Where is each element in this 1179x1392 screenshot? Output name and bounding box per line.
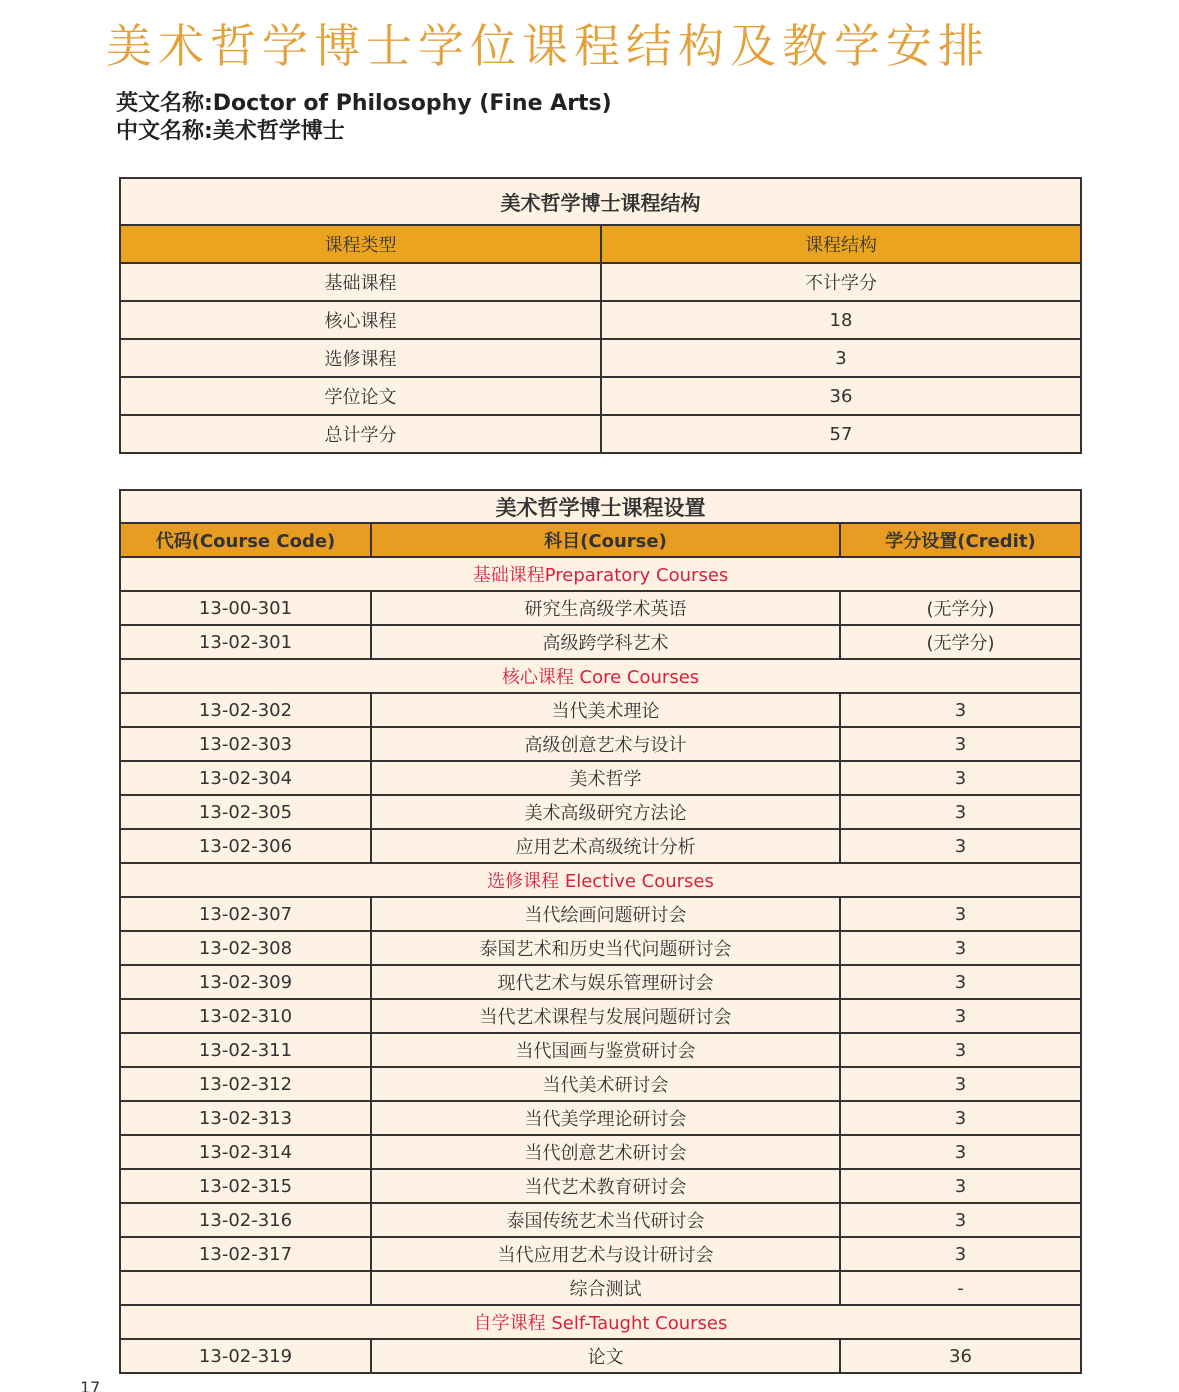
table-cell: 13-02-301 <box>120 625 371 659</box>
section-title: 选修课程 Elective Courses <box>120 863 1081 897</box>
table-cell: 3 <box>840 795 1081 829</box>
table-cell <box>120 1271 371 1305</box>
table-cell: 3 <box>840 829 1081 863</box>
table-cell: 13-02-311 <box>120 1033 371 1067</box>
table-row <box>120 727 1081 761</box>
table-cell: 3 <box>840 1067 1081 1101</box>
table-row <box>120 897 1081 931</box>
table-row <box>120 263 1081 301</box>
table-cell: 当代创意艺术研讨会 <box>371 1135 840 1169</box>
table-cell: 36 <box>840 1339 1081 1373</box>
table-cell: 13-00-301 <box>120 591 371 625</box>
section-title: 自学课程 Self-Taught Courses <box>120 1305 1081 1339</box>
table-caption: 美术哲学博士课程设置 <box>120 490 1081 523</box>
column-header: 代码(Course Code) <box>120 523 371 557</box>
table-row <box>120 761 1081 795</box>
table-cell: 13-02-316 <box>120 1203 371 1237</box>
chinese-name: 中文名称:美术哲学博士 <box>116 119 345 144</box>
table-cell: 应用艺术高级统计分析 <box>371 829 840 863</box>
page-number: 17 <box>80 1378 101 1392</box>
column-header: 课程结构 <box>601 225 1081 263</box>
table-cell: 3 <box>840 931 1081 965</box>
column-header: 科目(Course) <box>371 523 840 557</box>
table-cell: 现代艺术与娱乐管理研讨会 <box>371 965 840 999</box>
table-cell: 57 <box>601 415 1081 453</box>
table-cell: 当代绘画问题研讨会 <box>371 897 840 931</box>
section-row <box>120 659 1081 693</box>
section-title: 核心课程 Core Courses <box>120 659 1081 693</box>
caption-row <box>120 490 1081 523</box>
section-title: 基础课程Preparatory Courses <box>120 557 1081 591</box>
caption-row <box>120 178 1081 225</box>
table-cell: 13-02-315 <box>120 1169 371 1203</box>
table-cell: 36 <box>601 377 1081 415</box>
column-header: 学分设置(Credit) <box>840 523 1081 557</box>
table-cell: 综合测试 <box>371 1271 840 1305</box>
table-cell: 13-02-304 <box>120 761 371 795</box>
table-row <box>120 693 1081 727</box>
table-row <box>120 1135 1081 1169</box>
table-row <box>120 1339 1081 1373</box>
table-cell: (无学分) <box>840 625 1081 659</box>
column-header: 课程类型 <box>120 225 601 263</box>
structure-table <box>119 177 1082 454</box>
table-cell: 13-02-303 <box>120 727 371 761</box>
table-cell: 当代美术理论 <box>371 693 840 727</box>
table-cell: 当代美学理论研讨会 <box>371 1101 840 1135</box>
table-cell: 高级创意艺术与设计 <box>371 727 840 761</box>
table-cell: 当代应用艺术与设计研讨会 <box>371 1237 840 1271</box>
table-cell: 基础课程 <box>120 263 601 301</box>
table-cell: 3 <box>840 965 1081 999</box>
courses-table <box>119 489 1082 1374</box>
table-row <box>120 931 1081 965</box>
table-row <box>120 1067 1081 1101</box>
table-cell: 13-02-302 <box>120 693 371 727</box>
table-cell: 当代美术研讨会 <box>371 1067 840 1101</box>
table-cell: 3 <box>840 1203 1081 1237</box>
table-row <box>120 377 1081 415</box>
table-cell: 3 <box>840 1101 1081 1135</box>
section-row <box>120 1305 1081 1339</box>
table-cell: 美术哲学 <box>371 761 840 795</box>
table-cell: 研究生高级学术英语 <box>371 591 840 625</box>
table-cell: 13-02-305 <box>120 795 371 829</box>
table-cell: (无学分) <box>840 591 1081 625</box>
table-cell: 当代国画与鉴赏研讨会 <box>371 1033 840 1067</box>
header-row <box>120 225 1081 263</box>
table-cell: 3 <box>840 693 1081 727</box>
table-cell: 美术高级研究方法论 <box>371 795 840 829</box>
table-cell: 13-02-314 <box>120 1135 371 1169</box>
table-cell: 不计学分 <box>601 263 1081 301</box>
table-cell: 13-02-317 <box>120 1237 371 1271</box>
table-row <box>120 829 1081 863</box>
table-cell: 3 <box>840 761 1081 795</box>
table-cell: 3 <box>840 727 1081 761</box>
table-cell: 18 <box>601 301 1081 339</box>
table-row <box>120 339 1081 377</box>
table-row <box>120 1169 1081 1203</box>
table-cell: 选修课程 <box>120 339 601 377</box>
table-cell: 泰国传统艺术当代研讨会 <box>371 1203 840 1237</box>
english-name: 英文名称:Doctor of Philosophy (Fine Arts) <box>116 91 612 116</box>
table-cell: 论文 <box>371 1339 840 1373</box>
table-cell: 3 <box>840 1169 1081 1203</box>
table-caption: 美术哲学博士课程结构 <box>120 178 1081 225</box>
table-cell: 高级跨学科艺术 <box>371 625 840 659</box>
table-row <box>120 965 1081 999</box>
table-row <box>120 591 1081 625</box>
table-row <box>120 795 1081 829</box>
header-row <box>120 523 1081 557</box>
table-cell: 泰国艺术和历史当代问题研讨会 <box>371 931 840 965</box>
section-row <box>120 557 1081 591</box>
table-row <box>120 1101 1081 1135</box>
table-cell: 3 <box>601 339 1081 377</box>
section-row <box>120 863 1081 897</box>
table-cell: 3 <box>840 897 1081 931</box>
table-row <box>120 999 1081 1033</box>
page-title: 美术哲学博士学位课程结构及教学安排 <box>106 19 990 73</box>
table-cell: 13-02-307 <box>120 897 371 931</box>
table-cell: 3 <box>840 1135 1081 1169</box>
table-row <box>120 1237 1081 1271</box>
table-cell: 核心课程 <box>120 301 601 339</box>
table-row <box>120 1271 1081 1305</box>
table-cell: 13-02-306 <box>120 829 371 863</box>
table-cell: 3 <box>840 1237 1081 1271</box>
table-cell: 3 <box>840 999 1081 1033</box>
table-cell: 13-02-313 <box>120 1101 371 1135</box>
table-cell: 当代艺术课程与发展问题研讨会 <box>371 999 840 1033</box>
table-cell: 学位论文 <box>120 377 601 415</box>
table-cell: 13-02-310 <box>120 999 371 1033</box>
table-row <box>120 625 1081 659</box>
table-cell: 13-02-319 <box>120 1339 371 1373</box>
table-cell: 3 <box>840 1033 1081 1067</box>
table-row <box>120 301 1081 339</box>
table-cell: - <box>840 1271 1081 1305</box>
table-cell: 总计学分 <box>120 415 601 453</box>
table-row <box>120 415 1081 453</box>
table-cell: 当代艺术教育研讨会 <box>371 1169 840 1203</box>
table-row <box>120 1203 1081 1237</box>
table-cell: 13-02-308 <box>120 931 371 965</box>
table-cell: 13-02-312 <box>120 1067 371 1101</box>
table-row <box>120 1033 1081 1067</box>
table-cell: 13-02-309 <box>120 965 371 999</box>
